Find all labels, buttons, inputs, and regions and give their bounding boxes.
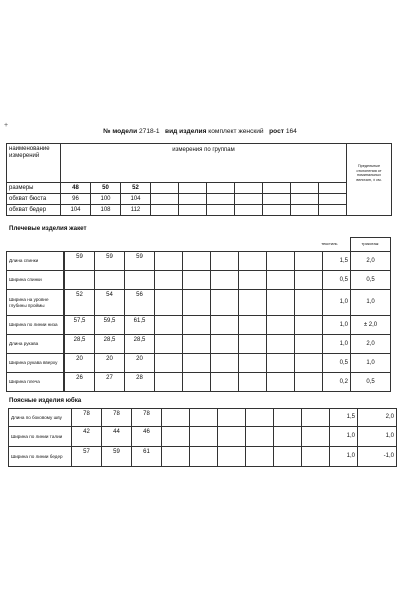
knit-tolerance: 2,0 — [351, 335, 391, 354]
hips-value: 112 — [121, 205, 151, 216]
empty-cell — [183, 290, 211, 316]
size-50-value: 59 — [95, 252, 125, 271]
knit-tolerance: 2,0 — [351, 252, 391, 271]
size-52-value: 28 — [125, 373, 155, 392]
size-50-value: 59 — [102, 447, 132, 467]
empty-cell — [207, 194, 235, 205]
table-row — [7, 271, 64, 290]
skirt-table — [8, 408, 397, 467]
empty-cell — [211, 290, 239, 316]
empty-cell — [162, 409, 190, 427]
size-50-value — [95, 271, 125, 290]
empty-cell — [239, 335, 267, 354]
empty-cell — [263, 183, 291, 194]
table-row — [65, 271, 391, 290]
textile-header: текстиль — [321, 240, 338, 246]
skirt-section-title: Поясные изделия юбка — [9, 397, 82, 404]
knit-tolerance: 1,0 — [351, 290, 391, 316]
jacket-body — [65, 252, 391, 392]
size-52-value: 28,5 — [125, 335, 155, 354]
row-label: Длина по боковому шву — [9, 409, 72, 427]
size-52-value — [125, 271, 155, 290]
knit-tolerance: 0,5 — [351, 373, 391, 392]
empty-cell — [246, 427, 274, 447]
row-label: Ширина спинки — [7, 271, 64, 290]
empty-cell — [179, 183, 207, 194]
empty-cell — [319, 194, 347, 205]
size-50-value: 20 — [95, 354, 125, 373]
size-value: 50 — [91, 183, 121, 194]
table-row — [7, 252, 64, 271]
empty-cell — [183, 316, 211, 335]
size-48-value — [65, 271, 95, 290]
knit-header: трикотаж — [350, 238, 390, 252]
empty-cell — [155, 316, 183, 335]
empty-cell — [263, 205, 291, 216]
table-row — [65, 373, 391, 392]
empty-cell — [302, 427, 330, 447]
empty-cell — [267, 335, 295, 354]
empty-cell — [218, 409, 246, 427]
empty-cell — [151, 183, 179, 194]
empty-cell — [155, 271, 183, 290]
empty-cell — [235, 205, 263, 216]
empty-cell — [291, 205, 319, 216]
empty-cell — [295, 373, 323, 392]
knit-tolerance: ± 2,0 — [351, 316, 391, 335]
sizes-table — [6, 143, 392, 216]
textile-tolerance: 1,5 — [323, 252, 351, 271]
size-50-value: 27 — [95, 373, 125, 392]
empty-cell — [190, 447, 218, 467]
empty-cell — [246, 447, 274, 467]
empty-cell — [291, 183, 319, 194]
measurement-name-header: наименование измерений — [7, 144, 61, 183]
empty-cell — [179, 205, 207, 216]
table-row — [7, 354, 64, 373]
size-50-value: 59,5 — [95, 316, 125, 335]
size-52-value: 56 — [125, 290, 155, 316]
empty-cell — [183, 335, 211, 354]
bust-value: 104 — [121, 194, 151, 205]
table-row — [7, 316, 64, 335]
jacket-rows — [64, 251, 391, 392]
row-label: размеры — [7, 183, 61, 194]
table-row — [65, 316, 391, 335]
empty-cell — [183, 271, 211, 290]
empty-cell — [239, 354, 267, 373]
empty-cell — [274, 447, 302, 467]
table-row — [65, 354, 391, 373]
size-52-value: 46 — [132, 427, 162, 447]
textile-tolerance: 0,5 — [323, 354, 351, 373]
table-row — [7, 290, 64, 316]
size-value: 48 — [61, 183, 91, 194]
empty-cell — [218, 427, 246, 447]
empty-cell — [295, 354, 323, 373]
empty-cell — [211, 373, 239, 392]
empty-cell — [211, 271, 239, 290]
row-label: Ширина по линии низа — [7, 316, 64, 335]
empty-cell — [246, 409, 274, 427]
empty-cell — [239, 373, 267, 392]
textile-tolerance: 1,5 — [330, 409, 358, 427]
size-52-value: 59 — [125, 252, 155, 271]
empty-cell — [267, 290, 295, 316]
empty-cell — [218, 447, 246, 467]
knit-tolerance: 1,0 — [358, 427, 397, 447]
size-48-value: 26 — [65, 373, 95, 392]
size-52-value: 61 — [132, 447, 162, 467]
skirt-body — [9, 409, 397, 467]
product-type-label: вид изделия — [165, 128, 207, 135]
empty-cell — [155, 252, 183, 271]
empty-cell — [211, 335, 239, 354]
textile-tolerance: 1,0 — [323, 316, 351, 335]
table-row — [7, 373, 64, 392]
table-row — [65, 252, 391, 271]
model-number: 2718-1 — [139, 128, 160, 135]
empty-cell — [207, 183, 235, 194]
size-48-value: 28,5 — [65, 335, 95, 354]
empty-cell — [162, 447, 190, 467]
size-48-value: 52 — [65, 290, 95, 316]
empty-cell — [295, 290, 323, 316]
plus-marker: + — [4, 122, 9, 129]
empty-cell — [179, 194, 207, 205]
empty-cell — [211, 252, 239, 271]
size-48-value: 59 — [65, 252, 95, 271]
empty-cell — [211, 354, 239, 373]
empty-cell — [239, 252, 267, 271]
row-label: Длина рукава — [7, 335, 64, 354]
empty-cell — [155, 290, 183, 316]
empty-cell — [239, 271, 267, 290]
knit-tolerance: 2,0 — [358, 409, 397, 427]
bust-value: 100 — [91, 194, 121, 205]
textile-tolerance: 0,5 — [323, 271, 351, 290]
jacket-table — [64, 237, 391, 252]
group-measurements-header: измерения по группам — [61, 144, 347, 183]
jacket-labels — [6, 251, 64, 392]
hips-value: 104 — [61, 205, 91, 216]
table-row — [65, 335, 391, 354]
jacket-header-row — [64, 238, 390, 252]
empty-cell — [319, 205, 347, 216]
size-50-value: 54 — [95, 290, 125, 316]
textile-tolerance: 1,0 — [330, 447, 358, 467]
size-48-value: 57,5 — [65, 316, 95, 335]
jacket-labels-body — [7, 252, 64, 392]
document-header — [0, 128, 400, 136]
empty-cell — [274, 427, 302, 447]
size-48-value: 42 — [72, 427, 102, 447]
empty-cell — [155, 373, 183, 392]
empty-cell — [302, 409, 330, 427]
row-label: Ширина на уровне глубины проймы — [7, 290, 64, 316]
table-row — [7, 183, 392, 194]
size-48-value: 20 — [65, 354, 95, 373]
row-label: обхват бюста — [7, 194, 61, 205]
title-prefix: № модели — [103, 128, 138, 135]
empty-cell — [263, 194, 291, 205]
row-label: Ширина по линии бедер — [9, 447, 72, 467]
empty-cell — [239, 290, 267, 316]
table-row — [7, 194, 392, 205]
knit-tolerance: 1,0 — [351, 354, 391, 373]
empty-cell — [207, 205, 235, 216]
empty-cell — [295, 271, 323, 290]
empty-cell — [267, 252, 295, 271]
row-label: Ширина по линии талии — [9, 427, 72, 447]
tolerance-header: Предельные отклонения от номинальных величин, ± см. — [347, 144, 392, 216]
bust-value: 96 — [61, 194, 91, 205]
sizes-header-row — [7, 144, 392, 183]
empty-cell — [267, 373, 295, 392]
empty-cell — [235, 194, 263, 205]
height-value: 164 — [285, 128, 297, 135]
row-label: Ширина рукава вверху — [7, 354, 64, 373]
empty-cell — [151, 205, 179, 216]
jacket-section-title: Плечевые изделия жакет — [9, 225, 87, 232]
row-label: Ширина плеча — [7, 373, 64, 392]
hips-value: 108 — [91, 205, 121, 216]
empty-cell — [211, 316, 239, 335]
textile-tolerance: 0,2 — [323, 373, 351, 392]
size-50-value: 44 — [102, 427, 132, 447]
empty-cell — [151, 194, 179, 205]
empty-cell — [190, 427, 218, 447]
empty-cell — [155, 335, 183, 354]
empty-cell — [267, 316, 295, 335]
empty-cell — [274, 409, 302, 427]
empty-cell — [162, 427, 190, 447]
size-50-value: 28,5 — [95, 335, 125, 354]
knit-tolerance: 0,5 — [351, 271, 391, 290]
size-52-value: 61,5 — [125, 316, 155, 335]
textile-tolerance: 1,0 — [323, 290, 351, 316]
empty-cell — [267, 354, 295, 373]
table-row — [7, 205, 392, 216]
empty-cell — [295, 316, 323, 335]
table-row — [7, 335, 64, 354]
empty-cell — [235, 183, 263, 194]
empty-cell — [267, 271, 295, 290]
empty-cell — [295, 335, 323, 354]
table-row — [9, 409, 397, 427]
empty-cell — [183, 252, 211, 271]
empty-cell — [183, 373, 211, 392]
empty-cell — [183, 354, 211, 373]
empty-cell — [302, 447, 330, 467]
empty-cell — [295, 252, 323, 271]
table-row — [65, 290, 391, 316]
height-label: рост — [269, 128, 284, 135]
table-row — [9, 447, 397, 467]
size-50-value: 78 — [102, 409, 132, 427]
row-label: обхват бедер — [7, 205, 61, 216]
textile-tolerance: 1,0 — [330, 427, 358, 447]
row-label: Длина спинки — [7, 252, 64, 271]
size-52-value: 78 — [132, 409, 162, 427]
empty-cell — [239, 316, 267, 335]
empty-cell — [155, 354, 183, 373]
knit-tolerance: -1,0 — [358, 447, 397, 467]
empty-cell — [190, 409, 218, 427]
empty-cell — [291, 194, 319, 205]
table-row — [9, 427, 397, 447]
size-value: 52 — [121, 183, 151, 194]
product-type-value: комплект женский — [208, 128, 264, 135]
empty-cell — [319, 183, 347, 194]
size-48-value: 57 — [72, 447, 102, 467]
size-48-value: 78 — [72, 409, 102, 427]
textile-tolerance: 1,0 — [323, 335, 351, 354]
size-52-value: 20 — [125, 354, 155, 373]
